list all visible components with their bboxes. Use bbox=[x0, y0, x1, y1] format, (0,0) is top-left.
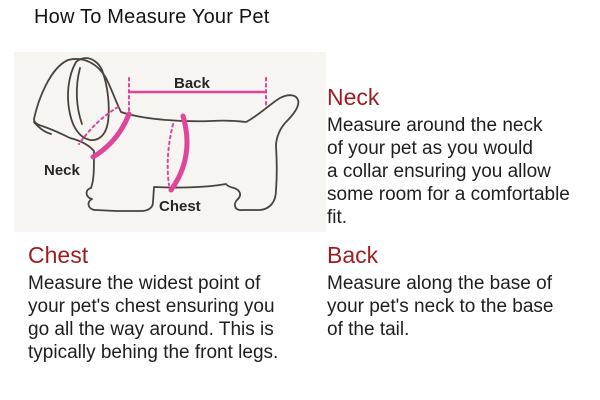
chest-measure-dashed bbox=[168, 124, 173, 185]
section-neck-text-line: fit. bbox=[327, 207, 348, 228]
section-back-text-line: Measure along the base of bbox=[327, 273, 552, 294]
dog-ear bbox=[68, 58, 109, 140]
section-back-heading: Back bbox=[327, 242, 379, 268]
chest-measure-band bbox=[171, 116, 187, 190]
section-chest-text-line: typically behing the front legs. bbox=[28, 342, 279, 363]
section-chest-heading: Chest bbox=[28, 242, 89, 268]
diagram-label-chest: Chest bbox=[159, 198, 201, 215]
diagram-label-back: Back bbox=[174, 75, 210, 92]
section-chest-text-line: your pet's chest ensuring you bbox=[28, 296, 275, 317]
section-neck-text-line: a collar ensuring you allow bbox=[327, 161, 551, 182]
section-neck-text-line: Measure around the neck bbox=[327, 115, 543, 136]
diagram-label-neck: Neck bbox=[44, 162, 80, 179]
section-chest bbox=[28, 242, 323, 364]
section-chest-text-line: go all the way around. This is bbox=[28, 319, 274, 340]
section-neck-heading: Neck bbox=[327, 84, 380, 110]
section-chest-text-line: Measure the widest point of bbox=[28, 273, 261, 294]
section-back bbox=[327, 242, 595, 341]
page-title: How To Measure Your Pet bbox=[34, 6, 270, 28]
dog-measurement-diagram bbox=[14, 52, 326, 232]
section-back-text-line: of the tail. bbox=[327, 319, 410, 340]
section-neck-text-line: of your pet as you would bbox=[327, 138, 533, 159]
section-neck bbox=[327, 84, 595, 229]
dog-ear-inner-line bbox=[77, 68, 82, 124]
section-back-text-line: your pet's neck to the base bbox=[327, 296, 554, 317]
dog-outline bbox=[34, 59, 298, 211]
dog-diagram-svg bbox=[14, 52, 326, 232]
section-neck-text-line: some room for a comfortable bbox=[327, 184, 570, 205]
